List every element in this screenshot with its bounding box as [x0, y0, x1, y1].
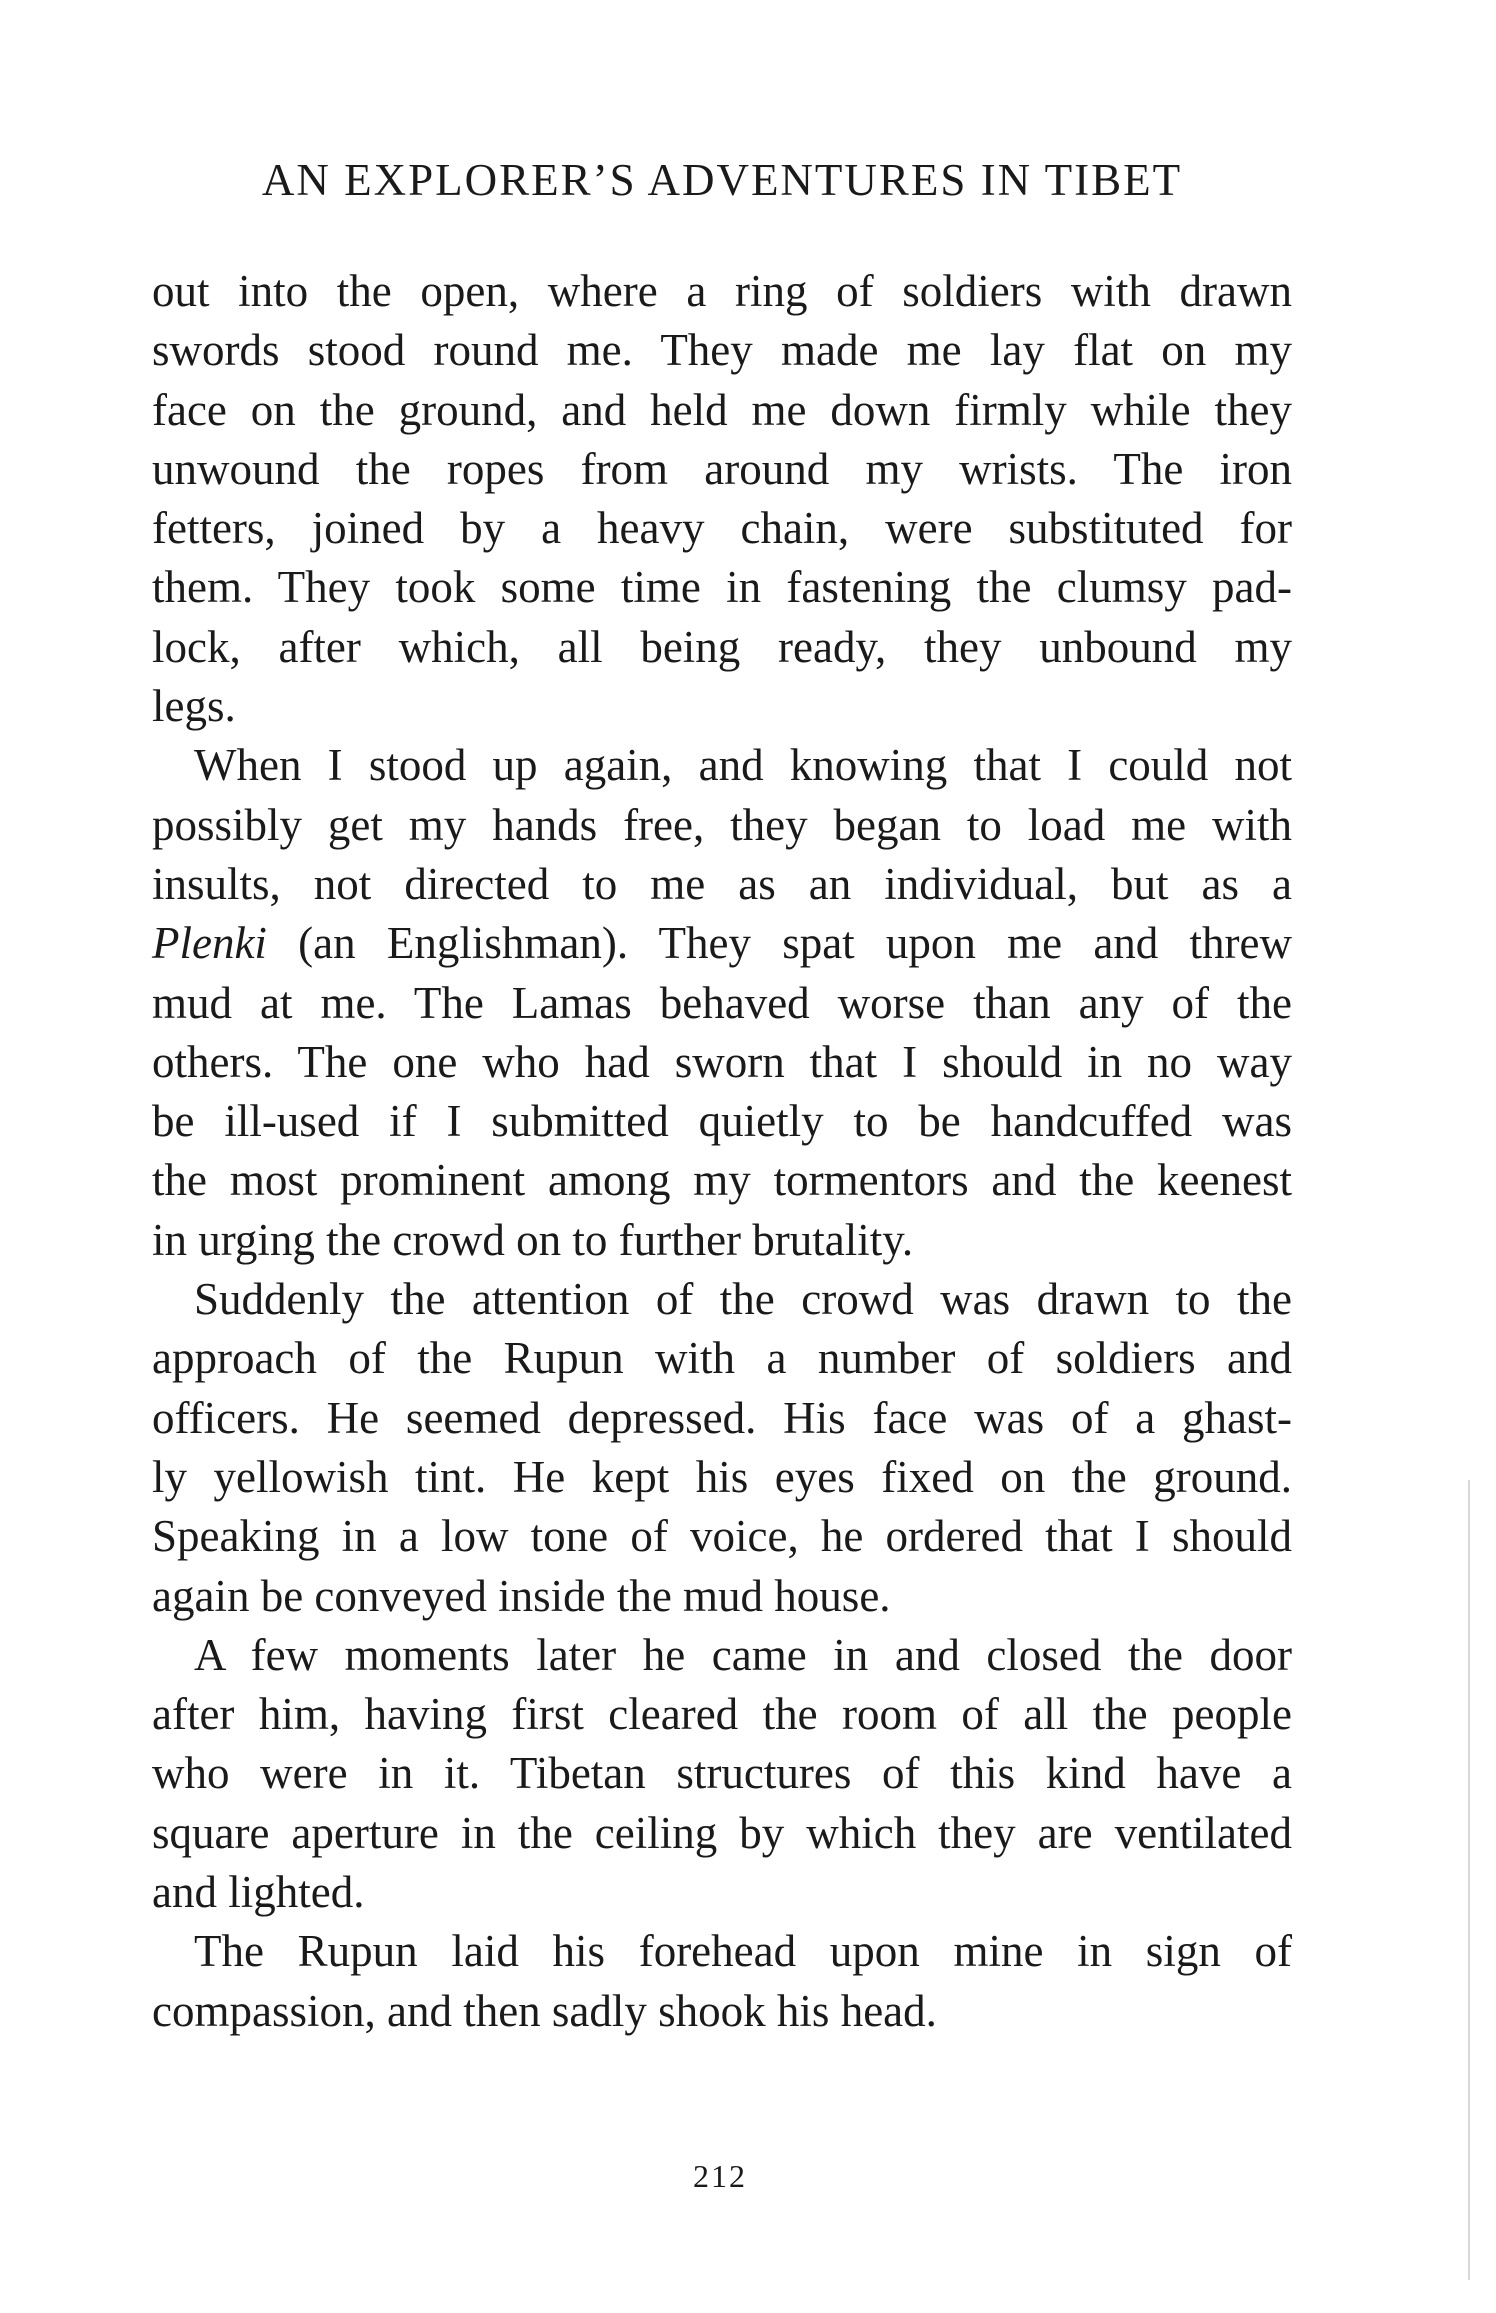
- text-line: [152, 1567, 1292, 1626]
- text-line: [152, 1270, 1292, 1329]
- text-line-content: unwound the ropes from around my wrists. The iron: [152, 443, 1292, 494]
- text-line-content: the most prominent among my tormentors and the keenest: [152, 1155, 1292, 1206]
- text-line: [152, 1389, 1292, 1448]
- text-line-content: them. They took some time in fastening the clumsy pad-: [152, 562, 1292, 613]
- text-line-content: possibly get my hands free, they began to load me with: [152, 799, 1292, 850]
- text-line: [152, 1863, 1292, 1922]
- text-line: [152, 499, 1292, 558]
- text-line-content: Speaking in a low tone of voice, he ordered that I should: [152, 1511, 1292, 1562]
- text-line-content: legs.: [152, 681, 236, 732]
- text-line: [152, 1151, 1292, 1210]
- text-line: [152, 796, 1292, 855]
- text-line: [152, 914, 1292, 973]
- text-line-content: (an Englishman). They spat upon me and threw: [266, 918, 1292, 969]
- page-number: 212: [693, 2158, 747, 2194]
- text-line-content: compassion, and then sadly shook his head.: [152, 1985, 937, 2036]
- text-line: [152, 440, 1292, 499]
- text-line-content: swords stood round me. They made me lay flat on my: [152, 325, 1292, 376]
- text-line-content: fetters, joined by a heavy chain, were substituted for: [152, 503, 1292, 554]
- text-line-content: approach of the Rupun with a number of soldiers and: [152, 1333, 1292, 1384]
- text-line: [152, 855, 1292, 914]
- running-head: AN EXPLORER’S ADVENTURES IN TIBET: [261, 155, 1183, 205]
- text-line-content: who were in it. Tibetan structures of this kind have a: [152, 1748, 1292, 1799]
- text-line: [152, 1982, 1292, 2041]
- text-line-content: be ill-used if I submitted quietly to be handcuffed was: [152, 1096, 1292, 1147]
- text-line-content: When I stood up again, and knowing that I could not: [194, 740, 1292, 791]
- text-line-content: and lighted.: [152, 1867, 365, 1918]
- text-line: [152, 1448, 1292, 1507]
- text-line-content: again be conveyed inside the mud house.: [152, 1570, 891, 1621]
- text-line-content: mud at me. The Lamas behaved worse than any of the: [152, 977, 1292, 1028]
- text-line-content: lock, after which, all being ready, they unbound my: [152, 621, 1292, 672]
- text-line: [152, 1804, 1292, 1863]
- text-line-content: out into the open, where a ring of soldiers with drawn: [152, 266, 1292, 316]
- body-text: [152, 262, 1292, 2041]
- text-line: [152, 618, 1292, 677]
- text-line-content: others. The one who had sworn that I should in no way: [152, 1036, 1292, 1087]
- text-line: [152, 974, 1292, 1033]
- text-line-content: Suddenly the attention of the crowd was drawn to the: [194, 1274, 1292, 1325]
- text-line: [152, 262, 1292, 321]
- text-line-content: in urging the crowd on to further brutality.: [152, 1214, 914, 1265]
- text-line-content: after him, having first cleared the room of all the people: [152, 1689, 1292, 1740]
- text-line: [152, 677, 1292, 736]
- text-line-content: face on the ground, and held me down firmly while they: [152, 384, 1292, 435]
- text-line-content: The Rupun laid his forehead upon mine in sign of: [194, 1926, 1292, 1977]
- text-line-content: insults, not directed to me as an individual, but as a: [152, 858, 1292, 909]
- text-line: [152, 558, 1292, 617]
- text-line: [152, 321, 1292, 380]
- text-line: [152, 1685, 1292, 1744]
- text-line: [152, 381, 1292, 440]
- text-line-content: officers. He seemed depressed. His face was of a ghast-: [152, 1392, 1292, 1443]
- margin-scan-line: [1468, 1480, 1470, 2280]
- italic-word: Plenki: [152, 918, 267, 969]
- text-line-content: square aperture in the ceiling by which they are ventilated: [152, 1807, 1292, 1858]
- text-line: [152, 1211, 1292, 1270]
- text-line: [152, 1507, 1292, 1566]
- text-line: [152, 1092, 1292, 1151]
- text-line: [152, 736, 1292, 795]
- text-line: [152, 1033, 1292, 1092]
- text-line-content: A few moments later he came in and closed the door: [194, 1629, 1292, 1680]
- text-line: [152, 1922, 1292, 1981]
- text-line: [152, 1744, 1292, 1803]
- text-line: [152, 1626, 1292, 1685]
- text-line: [152, 1329, 1292, 1388]
- text-line-content: ly yellowish tint. He kept his eyes fixed on the ground.: [152, 1451, 1292, 1502]
